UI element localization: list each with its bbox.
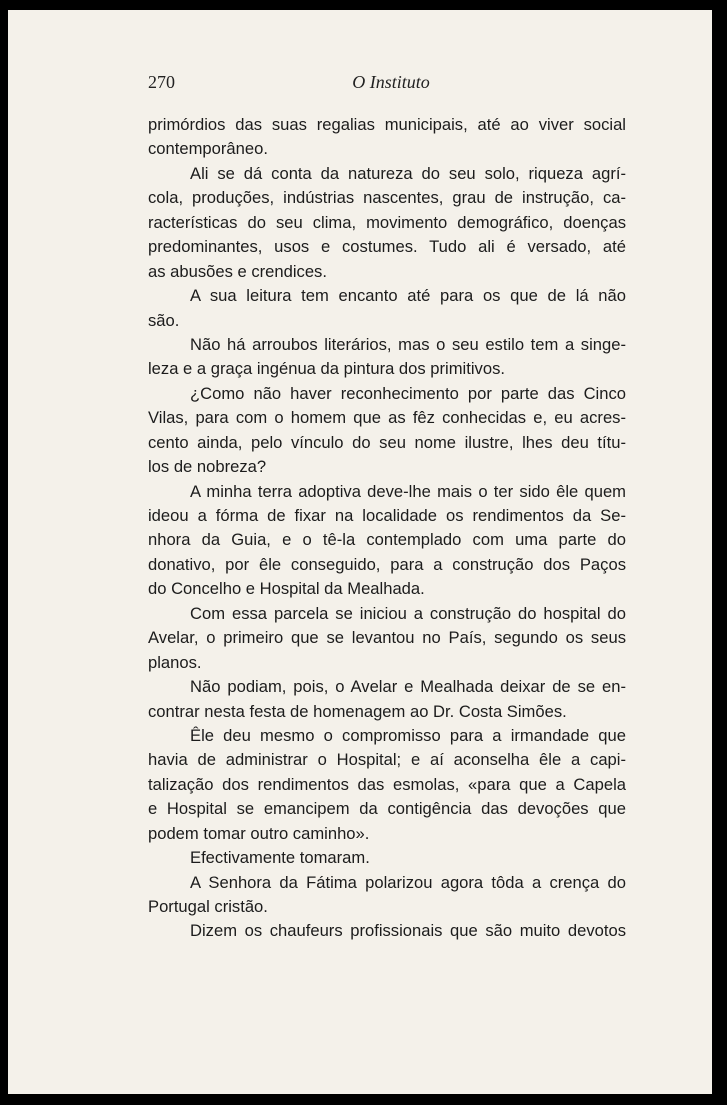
text-line: A minha terra adoptiva deve-lhe mais o ter sido êle quem xyxy=(190,481,626,501)
text-line: Êle deu mesmo o compromisso para a irmandade que xyxy=(190,725,626,745)
text-line: Dizem os chaufeurs profissionais que são muito devotos xyxy=(190,921,626,941)
text-line: Com essa parcela se iniciou a construção do hospital do xyxy=(190,603,626,623)
page-header xyxy=(148,72,634,98)
text-line: predominantes, usos e costumes. Tudo ali é versado, até xyxy=(148,237,626,257)
text-line: cento ainda, pelo vínculo do seu nome ilustre, lhes deu títu- xyxy=(148,432,626,452)
text-line: A sua leitura tem encanto até para os que de lá não xyxy=(190,286,626,306)
text-line: nhora da Guia, e o tê-la contemplado com uma parte do xyxy=(148,530,626,550)
text-line: do Concelho e Hospital da Mealhada. xyxy=(148,579,425,599)
text-line: Vilas, para com o homem que as fêz conhecidas e, eu acres- xyxy=(148,408,626,428)
text-line: Efectivamente tomaram. xyxy=(190,848,370,868)
text-line: cola, produções, indústrias nascentes, grau de instrução, ca- xyxy=(148,188,626,208)
text-line: contemporâneo. xyxy=(148,139,268,159)
text-line: donativo, por êle conseguido, para a construção dos Paços xyxy=(148,554,626,574)
text-line: contrar nesta festa de homenagem ao Dr. Costa Simões. xyxy=(148,701,567,721)
text-line: Ali se dá conta da natureza do seu solo, riqueza agrí- xyxy=(190,163,626,183)
running-title: O Instituto xyxy=(352,72,430,92)
text-line: e Hospital se emancipem da contigência das devoções que xyxy=(148,799,626,819)
text-line: A Senhora da Fátima polarizou agora tôda a crença do xyxy=(190,872,626,892)
text-line: ideou a fórma de fixar na localidade os rendimentos da Se- xyxy=(148,506,626,525)
text-line: as abusões e crendices. xyxy=(148,261,327,281)
text-line: los de nobreza? xyxy=(148,457,267,477)
text-line: Avelar, o primeiro que se levantou no País, segundo os seus xyxy=(148,628,626,648)
page-number: 270 xyxy=(148,72,175,92)
text-line: planos. xyxy=(148,652,202,672)
text-line: talização dos rendimentos das esmolas, «para que a Capela xyxy=(148,774,626,794)
text-line: Portugal cristão. xyxy=(148,897,268,916)
body-text xyxy=(148,113,626,944)
text-line: Não há arroubos literários, mas o seu estilo tem a singe- xyxy=(190,334,626,354)
book-page xyxy=(8,10,712,1094)
text-line: racterísticas do seu clima, movimento demográfico, doenças xyxy=(148,212,626,232)
text-line: são. xyxy=(148,310,180,330)
text-line: primórdios das suas regalias municipais, até ao viver social xyxy=(148,115,626,134)
text-line: Não podiam, pois, o Avelar e Mealhada deixar de se en- xyxy=(190,677,626,697)
text-line: havia de administrar o Hospital; e aí aconselha êle a capi- xyxy=(148,750,626,770)
text-line: ¿Como não haver reconhecimento por parte das Cinco xyxy=(190,383,626,403)
text-line: leza e a graça ingénua da pintura dos primitivos. xyxy=(148,359,505,379)
text-line: podem tomar outro caminho». xyxy=(148,823,370,843)
